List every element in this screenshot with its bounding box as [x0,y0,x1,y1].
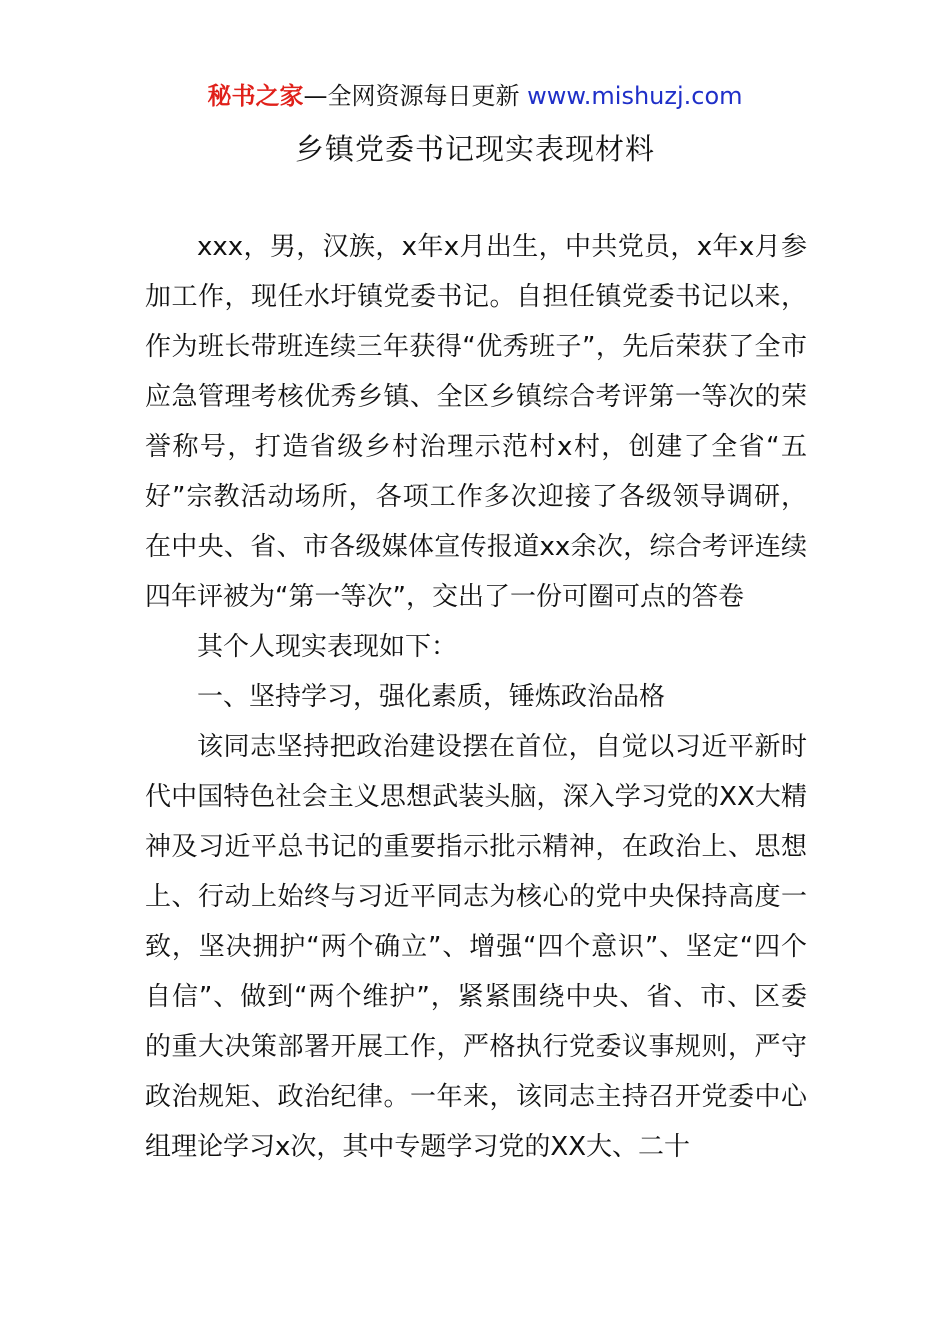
lead-in-paragraph: 其个人现实表现如下： [197,632,458,662]
section-heading-1: 一、坚持学习，强化素质，锤炼政治品格 [197,682,666,712]
site-header [0,80,950,112]
brand-name: 秘书之家 [207,82,304,110]
document-body [145,222,807,1172]
intro-paragraph: xxx，男，汉族，x年x月出生，中共党员，x年x月参加工作，现任水圩镇党委书记。自担任镇党委书记以来，作为班长带班连续三年获得“优秀班子”，先后荣获了全市应急管理考核优秀乡镇、全区乡镇综合考评第一等次的荣誉称号，打造省级乡村治理示范村x村，创建了全省“五好”宗教活动场所，各项工作多次迎接了各级领导调研，在中央、省、市各级媒体宣传报道xx余次，综合考评连续四年评被为“第一等次”，交出了一份可圈可点的答卷 [145,232,807,612]
header-slogan: —全网资源每日更新 [303,82,528,110]
document-title: 乡镇党委书记现实表现材料 [294,132,655,166]
section-1-paragraph: 该同志坚持把政治建设摆在首位，自觉以习近平新时代中国特色社会主义思想武装头脑，深入学习党的XX大精神及习近平总书记的重要指示批示精神，在政治上、思想上、行动上始终与习近平同志为核心的党中央保持高度一致，坚决拥护“两个确立”、增强“四个意识”、坚定“四个自信”、做到“两个维护”，紧紧围绕中央、省、市、区委的重大决策部署开展工作，严格执行党委议事规则，严守政治规矩、政治纪律。一年来，该同志主持召开党委中心组理论学习x次，其中专题学习党的XX大、二十 [145,732,807,1162]
site-url[interactable]: www.mishuzj.com [527,82,743,110]
